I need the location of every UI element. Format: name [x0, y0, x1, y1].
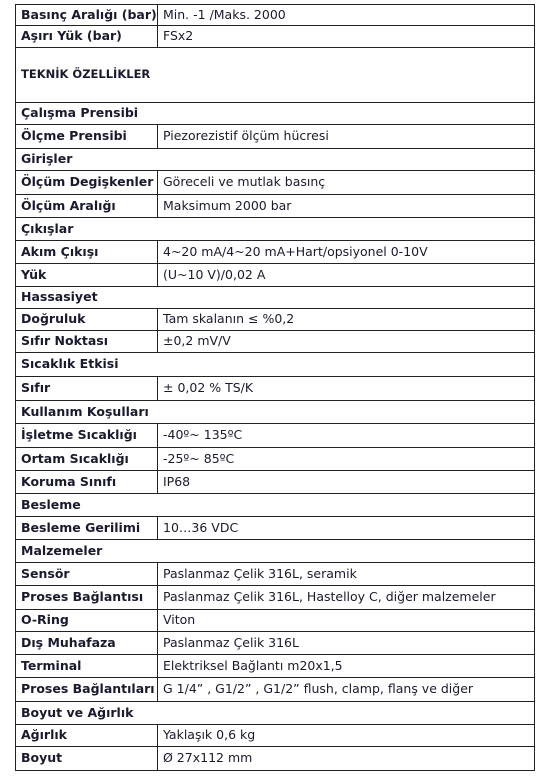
- section-header-row: [15, 494, 535, 517]
- spec-row: [15, 517, 535, 540]
- spec-value: (U~10 V)/0,02 A: [163, 266, 266, 282]
- spec-label: Terminal: [16, 655, 158, 677]
- spec-value: Min. -1 /Maks. 2000: [163, 6, 286, 22]
- spec-value: -40º~ 135ºC: [163, 427, 243, 443]
- spec-value: Paslanmaz Çelik 316L, Hastelloy C, diğer malzemeler: [163, 589, 496, 605]
- spec-value: 10…36 VDC: [163, 519, 239, 535]
- spec-value: FSx2: [163, 28, 194, 44]
- section-title: Çalışma Prensibi: [21, 105, 139, 121]
- spec-label: Aşırı Yük (bar): [16, 26, 158, 47]
- spec-label: Ölçüm Degişkenler: [16, 171, 158, 194]
- section-header-row: [15, 401, 535, 424]
- spec-value: Piezorezistif ölçüm hücresi: [163, 128, 329, 144]
- spec-value: Ø 27x112 mm: [163, 750, 253, 766]
- spec-row: [15, 195, 535, 218]
- spec-row: [15, 632, 535, 655]
- section-title: Hassasiyet: [21, 289, 98, 305]
- spec-row: [15, 678, 535, 702]
- spec-label: Ölçüm Aralığı: [16, 195, 158, 217]
- section-title: Kullanım Koşulları: [21, 403, 149, 419]
- spec-label: Boyut: [16, 747, 158, 770]
- spec-value: Maksimum 2000 bar: [163, 197, 292, 213]
- spec-row: [15, 747, 535, 771]
- spec-row: [15, 331, 535, 353]
- section-title: Girişler: [21, 151, 73, 167]
- spec-label: Ölçme Prensibi: [16, 125, 158, 148]
- spec-value: Yaklaşık 0,6 kg: [163, 727, 256, 743]
- spec-label: Ortam Sıcaklığı: [16, 448, 158, 470]
- section-header-row: [15, 149, 535, 171]
- spec-row: [15, 586, 535, 610]
- section-title: Besleme: [21, 496, 81, 512]
- spec-label: Proses Bağlantıları: [16, 678, 158, 701]
- spec-value: Tam skalanın ≤ %0,2: [163, 311, 295, 327]
- spec-row: [15, 563, 535, 586]
- section-title: Sıcaklık Etkisi: [21, 356, 119, 372]
- spec-label: Sensör: [16, 563, 158, 585]
- spec-label: Yük: [16, 264, 158, 286]
- spec-row: [15, 377, 535, 401]
- spec-value: -25º~ 85ºC: [163, 450, 235, 466]
- spec-row: [15, 241, 535, 264]
- spec-label: Koruma Sınıfı: [16, 471, 158, 493]
- spec-label: Proses Bağlantısı: [16, 586, 158, 609]
- section-header-row: [15, 540, 535, 563]
- section-header-row: [15, 48, 535, 103]
- spec-row: [15, 309, 535, 331]
- spec-value: Paslanmaz Çelik 316L, seramik: [163, 565, 357, 581]
- spec-label: Dış Muhafaza: [16, 632, 158, 654]
- section-header-row: [15, 103, 535, 125]
- spec-value: G 1/4” , G1/2” , G1/2” flush, clamp, flanş ve diğer: [163, 681, 474, 697]
- spec-table: [15, 4, 535, 771]
- spec-row: [15, 655, 535, 678]
- spec-label: Sıfır Noktası: [16, 331, 158, 352]
- spec-row: [15, 610, 535, 632]
- spec-value: 4~20 mA/4~20 mA+Hart/opsiyonel 0-10V: [163, 243, 428, 259]
- spec-row: [15, 4, 535, 26]
- section-header-row: [15, 353, 535, 377]
- section-title: Boyut ve Ağırlık: [21, 704, 134, 720]
- spec-label: Sıfır: [16, 377, 158, 400]
- spec-label: Ağırlık: [16, 725, 158, 746]
- spec-row: [15, 125, 535, 149]
- section-title: Çıkışlar: [21, 220, 74, 236]
- spec-row: [15, 471, 535, 494]
- spec-value: IP68: [163, 473, 191, 489]
- spec-label: Basınç Aralığı (bar): [16, 5, 158, 25]
- spec-value: ± 0,02 % TS/K: [163, 380, 254, 396]
- spec-label: Besleme Gerilimi: [16, 517, 158, 539]
- spec-row: [15, 448, 535, 471]
- spec-value: Göreceli ve mutlak basınç: [163, 174, 326, 190]
- section-header-row: [15, 218, 535, 241]
- section-header-row: [15, 287, 535, 309]
- section-header-row: [15, 702, 535, 725]
- spec-value: Paslanmaz Çelik 316L: [163, 634, 299, 650]
- spec-value: Elektriksel Bağlantı m20x1,5: [163, 657, 343, 673]
- section-title: Malzemeler: [21, 542, 103, 558]
- spec-row: [15, 725, 535, 747]
- spec-row: [15, 26, 535, 48]
- spec-row: [15, 171, 535, 195]
- spec-row: [15, 264, 535, 287]
- spec-label: İşletme Sıcaklığı: [16, 424, 158, 447]
- spec-label: Doğruluk: [16, 309, 158, 330]
- spec-value: ±0,2 mV/V: [163, 333, 231, 349]
- spec-value: Viton: [163, 612, 196, 628]
- spec-row: [15, 424, 535, 448]
- section-title: TEKNİK ÖZELLİKLER: [21, 67, 151, 82]
- spec-label: Akım Çıkışı: [16, 241, 158, 263]
- spec-label: O-Ring: [16, 610, 158, 631]
